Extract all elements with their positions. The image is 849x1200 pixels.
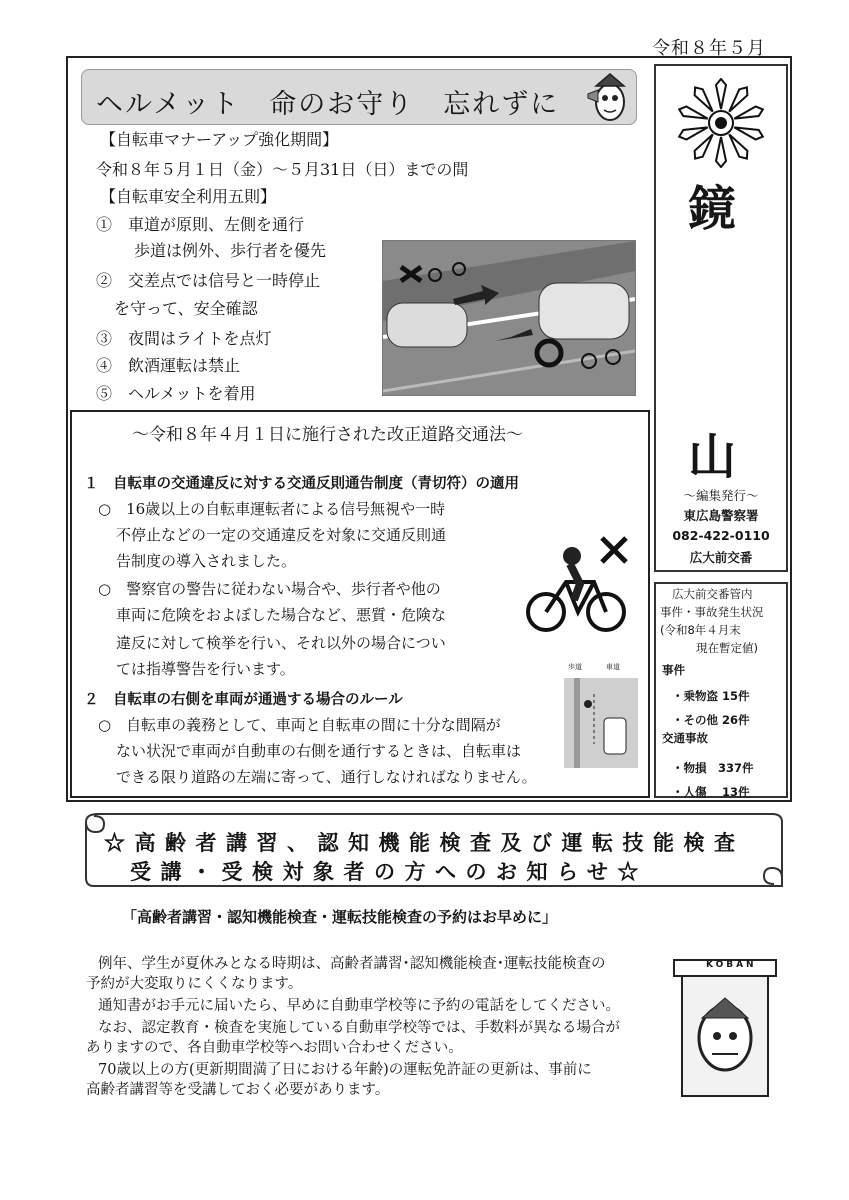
section-1-line: 違反に対して検挙を行い、それ以外の場合につい: [116, 634, 446, 652]
masthead-char-yama: 山: [688, 429, 737, 485]
section-1-line: 車両に危険をおよぼした場合など、悪質・危険な: [116, 606, 447, 624]
koban-mascot-illustration: [672, 958, 778, 1098]
notice-subheading: 「高齢者講習・認知機能検査・運転技能検査の予約はお早めに」: [122, 908, 558, 926]
rule-item: ④ 飲酒運転は禁止: [96, 356, 241, 375]
rule-item: ③ 夜間はライトを点灯: [96, 329, 272, 348]
accident-stat: ・人傷 13件: [672, 785, 750, 799]
rule-item: ① 車道が原則、左側を通行: [96, 215, 305, 234]
rule-item: ② 交差点では信号と一時停止: [96, 271, 321, 290]
stats-title: (令和8年４月末: [660, 623, 741, 637]
station-phone: 082-422-0110: [672, 528, 770, 543]
notice-body-line: なお、認定教育・検査を実施している自動車学校等では、手数料が異なる場合が: [98, 1020, 620, 1036]
koban-sign: KOBAN: [706, 960, 757, 970]
crime-stat: ・乗物盗 15件: [672, 689, 750, 703]
diagram-label: 車道: [606, 663, 620, 671]
rule-item: ⑤ ヘルメットを着用: [96, 384, 256, 403]
issue-date: 令和８年５月: [652, 38, 766, 59]
rule-item: 歩道は例外、歩行者を優先: [134, 241, 327, 260]
section-1-line: 告制度の導入されました。: [116, 552, 297, 570]
section-1-line: 不停止などの一定の交通違反を対象に交通反則通: [116, 526, 447, 544]
stats-title: 広大前交番管内: [672, 587, 753, 601]
accident-stat: ・物損 337件: [672, 761, 754, 775]
notice-title-line-2: 受講・受検対象者の方へのお知らせ☆: [130, 859, 648, 884]
crime-label: 事件: [662, 663, 685, 677]
diagram-label: 歩道: [568, 663, 582, 671]
section-2-line: できる限り道路の左端に寄って、通行しなければなりません。: [116, 768, 537, 786]
notice-body-line: 例年、学生が夏休みとなる時期は、高齢者講習･認知機能検査･運転技能検査の: [98, 956, 606, 972]
section-1-line: ○ 16歳以上の自転車運転者による信号無視や一時: [98, 500, 446, 518]
koban-name: 広大前交番: [689, 550, 753, 565]
section-1-title: １ 自転車の交通違反に対する交通反則通告制度（青切符）の適用: [84, 476, 519, 492]
notice-body-line: 予約が大変取りにくくなります。: [86, 976, 303, 992]
section-2-line: ○ 自転車の義務として、車両と自転車の間に十分な間隔が: [98, 716, 501, 734]
notice-body-line: 70歳以上の方(更新期間満了日における年齢)の運転免許証の更新は、事前に: [98, 1062, 592, 1078]
period-text: 令和８年５月１日（金）～５月31日（日）までの間: [96, 160, 469, 179]
notice-title-line-1: ☆高齢者講習、認知機能検査及び運転技能検査: [104, 830, 745, 855]
section-1-line: ○ 警察官の警告に従わない場合や、歩行者や他の: [98, 580, 441, 598]
notice-body-line: 高齢者講習等を受講しておく必要があります。: [86, 1082, 390, 1098]
stats-title: 事件・事故発生状況: [660, 605, 764, 619]
police-emblem-icon: [676, 78, 766, 168]
section-1-line: ては指導警告を行います。: [116, 660, 295, 678]
editor-label: ～編集発行～: [683, 488, 759, 503]
law-heading: ～令和８年４月１日に施行された改正道路交通法～: [132, 425, 523, 445]
banner-title: ヘルメット 命のお守り 忘れずに: [96, 89, 560, 120]
road-passing-diagram: [564, 664, 638, 768]
cyclist-prohibited-icon: [520, 520, 640, 640]
traffic-illustration: [382, 240, 636, 396]
rules-heading: 【自転車安全利用五則】: [100, 187, 277, 206]
section-2-title: ２ 自転車の右側を車両が通過する場合のルール: [84, 692, 403, 708]
station-name: 東広島警察署: [683, 508, 759, 523]
rule-item: を守って、安全確認: [114, 299, 258, 318]
crime-stat: ・その他 26件: [672, 713, 750, 727]
section-2-line: ない状況で車両が自動車の右側を通行するときは、自転車は: [116, 742, 522, 760]
stats-title: 現在暫定値): [696, 641, 758, 655]
masthead-char-kagami: 鏡: [688, 181, 737, 237]
notice-body-line: 通知書がお手元に届いたら、早めに自動車学校等に予約の電話をしてください。: [98, 998, 620, 1014]
notice-body-line: ありますので、各自動車学校等へお問い合わせください。: [86, 1040, 463, 1056]
accident-label: 交通事故: [662, 731, 708, 745]
period-heading: 【自転車マナーアップ強化期間】: [100, 130, 339, 149]
police-mascot-icon: [584, 68, 632, 126]
